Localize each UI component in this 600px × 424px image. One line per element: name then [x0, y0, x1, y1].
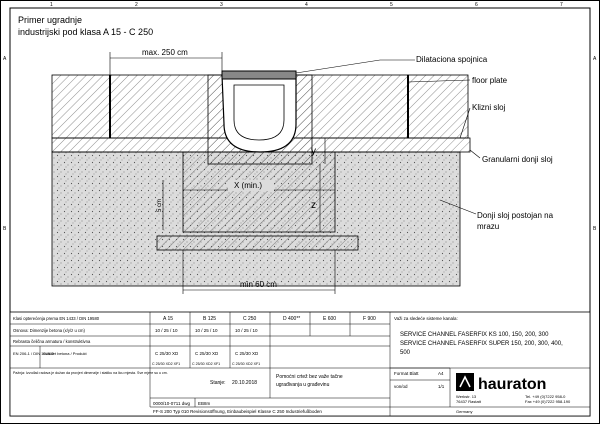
tb-class-cell: A 15	[163, 316, 174, 322]
dim-max-250-label: max. 250 cm	[142, 48, 188, 57]
floor-plate-right	[408, 75, 468, 138]
tb-phone-2: Fax +49 (0)7222 958-190	[525, 399, 571, 404]
tb-format-value: A4	[438, 371, 444, 376]
tb-class-cell: F 900	[363, 316, 376, 322]
dim-x-label: X (min.)	[234, 181, 262, 190]
title-block	[10, 312, 590, 416]
border-number: 2	[135, 2, 138, 8]
channel-grate	[222, 71, 296, 79]
border-number: 7	[560, 2, 563, 8]
tb-reinforcement-label: Rebrasta čelična armatura / konstruktivna	[13, 339, 91, 344]
tb-product-row-1	[155, 351, 259, 356]
callout-dilatation: Dilataciona spojnica	[416, 55, 488, 64]
dim-5cm-label: 5 cm	[157, 198, 163, 212]
border-number: 4	[305, 2, 308, 8]
tb-format-label: Format Blatt	[394, 371, 419, 376]
title-line-2: industrijski pod klasa A 15 - C 250	[18, 27, 154, 37]
tb-class-cell: E 600	[323, 316, 337, 322]
tb-class-cell: D 400**	[283, 316, 301, 322]
callout-floor-plate: floor plate	[472, 76, 508, 85]
title-line-1: Primer ugradnje	[18, 15, 83, 25]
tb-product-cell: C 25/30 XD	[235, 351, 259, 356]
tb-valid-for: Važi za sledeće sisteme kanala:	[394, 316, 458, 321]
tb-scale-code: EB8m	[198, 401, 211, 406]
callout-sliding: Klizni sloj	[472, 103, 506, 112]
tb-class-cell: B 125	[203, 316, 217, 322]
tb-product-cell: C 25/30 XD	[195, 351, 219, 356]
tb-product-cell: C 25/30 XD	[155, 351, 179, 356]
tb-product-label-2: Kvalitet betona / Produkt	[43, 351, 87, 356]
tb-system-1: SERVICE CHANNEL FASERFIX KS 100, 150, 200, 300	[400, 332, 549, 338]
border-letter-right-b: B	[593, 226, 597, 232]
tb-concrete-values	[155, 328, 258, 333]
border-letter-left-a: A	[3, 56, 7, 62]
tb-status-label: Stanje:	[210, 380, 226, 386]
tb-status-date: 20.10.2018	[232, 380, 258, 386]
dim-z-label: z	[311, 200, 316, 211]
floor-plate-left	[52, 75, 110, 138]
tb-product-cell: C 25/30 XD2 XF1	[232, 362, 261, 366]
border-letter-left-b: B	[3, 226, 7, 232]
tb-note: Pažnja: Izvođač radova je dužan da provjeri dimenzije i statiku na licu mjesta. Sve mjere su u cm.	[13, 371, 168, 375]
callout-frost-1: Donji sloj postojan na	[477, 211, 554, 220]
tb-concrete-cell: 10 / 25 / 10	[235, 328, 258, 333]
hauraton-logo	[456, 373, 546, 393]
tb-product-cell: C 25/30 XD2 XF1	[152, 362, 181, 366]
border-number: 6	[475, 2, 478, 8]
tb-address-3: Germany	[456, 409, 473, 414]
tb-system-3: 500	[400, 350, 411, 356]
tb-system-2: SERVICE CHANNEL FASERFIX SUPER 150, 200, 300, 400,	[400, 341, 563, 347]
tb-footer-text: FF-S 200 Typ 010 Revisionsöffnung, Einbaubeispiel Klasse C 250 Industriefußboden	[153, 409, 322, 414]
tb-concrete-cell: 10 / 25 / 10	[195, 328, 218, 333]
tb-row-header: Klasi opterećenja prema EN 1433 / DIN 19580	[13, 316, 100, 321]
tb-product-label-1: EN 206-1 / DIN 1045-2	[13, 351, 54, 356]
border-letter-right-a: A	[593, 56, 597, 62]
tb-product-cell: C 25/30 XD2 XF1	[192, 362, 221, 366]
border-number: 3	[220, 2, 223, 8]
tb-phone-1: Tel. +49 (0)7222 958-0	[525, 394, 566, 399]
tb-concrete-label: Osnova: Dimenzije betona (x/y/z u cm)	[13, 328, 85, 333]
tb-address-2: 76437 Rastatt	[456, 399, 481, 404]
tb-sheet-value: 1/1	[438, 384, 445, 389]
dim-min60-label: min 60 cm	[240, 280, 277, 289]
border-number: 1	[50, 2, 53, 8]
tb-sheet-label: von/od	[394, 384, 408, 389]
dim-y-label: y	[311, 146, 316, 157]
channel-inner	[234, 85, 284, 140]
border-number: 5	[390, 2, 393, 8]
tb-company: hauraton	[478, 376, 547, 393]
tb-product-row-2	[152, 362, 260, 366]
tb-class-cell: C 250	[243, 316, 257, 322]
tb-remark-2: ugrađivanja u građevinu	[276, 382, 330, 388]
tb-drawing-no: 0000/10-0711 dwg	[153, 401, 190, 406]
callout-frost-2: mrazu	[477, 222, 500, 231]
tb-concrete-cell: 10 / 25 / 10	[155, 328, 178, 333]
tb-remark-1: Pomoćni crtež bez važe tačne	[276, 374, 343, 380]
callout-granular: Granularni donji sloj	[482, 155, 553, 164]
tb-address-1: Werkstr. 13	[456, 394, 477, 399]
foundation-slab	[157, 236, 358, 250]
